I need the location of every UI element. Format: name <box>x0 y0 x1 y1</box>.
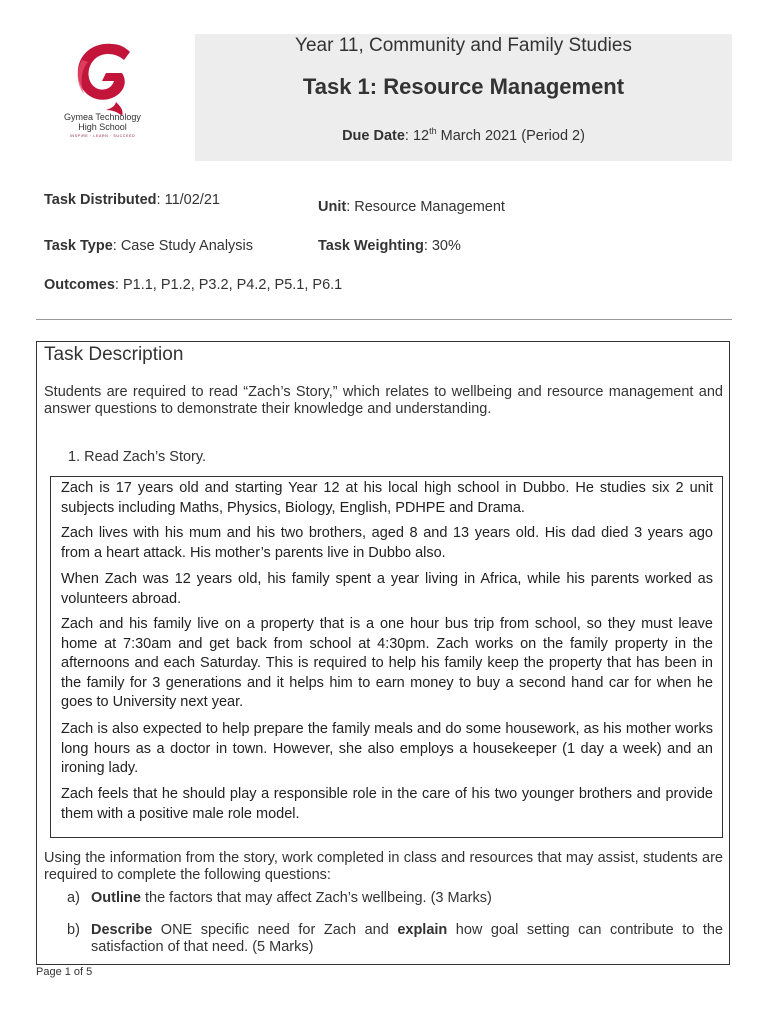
task-instructions: Using the information from the story, work completed in class and resources that may assist, students are required to complete the following questions: <box>44 850 723 883</box>
task-description-box <box>36 341 730 965</box>
page-number: Page 1 of 5 <box>36 966 93 978</box>
story-paragraph: Zach and his family live on a property that is a one hour bus trip from school, so they must leave home at 7:30am and get back from school at 4:30pm. Zach works on the family property in the afternoons and each Saturday. This is required to help his family keep the property that has been in the family for 3 generations and it helps him to earn money to buy a second hand car for when he goes to University next year. <box>61 616 713 710</box>
course-title: Year 11, Community and Family Studies <box>295 35 632 56</box>
task-weighting-label: Task Weighting <box>318 238 424 254</box>
unit-value: : Resource Management <box>346 199 505 215</box>
gymea-logo-icon <box>72 40 134 116</box>
due-date: Due Date: 12th March 2021 (Period 2) <box>342 126 585 144</box>
question-a <box>91 890 723 907</box>
task-type-value: : Case Study Analysis <box>112 238 254 254</box>
due-date-label: Due Date <box>342 128 405 144</box>
task-title: Task 1: Resource Management <box>302 74 625 99</box>
section-divider <box>36 319 732 320</box>
task-intro: Students are required to read “Zach’s Story,” which relates to wellbeing and resource management and answer questions to demonstrate their knowledge and understanding. <box>44 384 723 417</box>
due-day-suffix: th <box>429 126 437 137</box>
header-panel <box>195 34 732 161</box>
story-paragraph: Zach is 17 years old and starting Year 12 at his local high school in Dubbo. He studies six 2 unit subjects including Maths, Physics, Biology, English, PDHPE and Drama. <box>61 480 713 516</box>
task-distributed <box>44 191 220 209</box>
task-type-label: Task Type <box>44 238 113 254</box>
task-weighting <box>318 237 461 255</box>
story-box <box>50 476 723 838</box>
school-logo <box>40 35 165 155</box>
question-b <box>91 922 723 956</box>
outcomes-label: Outcomes <box>44 277 115 293</box>
task-distributed-label: Task Distributed <box>44 192 157 208</box>
story-paragraph: Zach feels that he should play a responsible role in the care of his two younger brothers and provide them with a positive male role model. <box>61 786 713 822</box>
unit-label: Unit <box>318 199 347 215</box>
school-name: Gymea Technology <box>64 112 141 122</box>
story-paragraph: When Zach was 12 years old, his family spent a year living in Africa, while his parents worked as volunteers abroad. <box>61 571 713 607</box>
due-day: 12 <box>412 128 430 144</box>
task-distributed-value: : 11/02/21 <box>156 192 220 208</box>
question-b-verb2: explain <box>397 922 448 938</box>
question-b-text1: ONE specific need for Zach and <box>152 922 398 938</box>
outcomes-value: : P1.1, P1.2, P3.2, P4.2, P5.1, P6.1 <box>114 277 343 293</box>
question-b-marker: b) <box>67 922 80 938</box>
due-date-rest: March 2021 (Period 2) <box>436 128 585 144</box>
story-paragraph: Zach is also expected to help prepare the family meals and do some housework, as his mother works long hours as a doctor in town. However, she also employs a housekeeper (1 day a week) and an ironing lady. <box>61 721 713 776</box>
story-paragraph: Zach lives with his mum and his two brothers, aged 8 and 13 years old. His dad died 3 years ago from a heart attack. His mother’s parents live in Dubbo also. <box>61 525 713 561</box>
outcomes <box>44 276 342 294</box>
unit <box>318 198 505 216</box>
school-name-line2: High School <box>78 122 127 132</box>
question-a-text: the factors that may affect Zach’s wellbeing. (3 Marks) <box>140 890 492 906</box>
task-description-title: Task Description <box>44 344 184 365</box>
task-type <box>44 237 253 255</box>
question-a-verb: Outline <box>91 890 141 906</box>
school-tagline: INSPIRE · LEARN · SUCCEED <box>69 134 136 138</box>
question-a-marker: a) <box>67 890 80 906</box>
question-b-text2: how goal setting can contribute to the satisfaction of that need. (5 Marks) <box>91 922 723 955</box>
step-read-story: 1. Read Zach’s Story. <box>68 449 207 465</box>
question-b-verb1: Describe <box>91 922 153 938</box>
task-weighting-value: : 30% <box>423 238 461 254</box>
